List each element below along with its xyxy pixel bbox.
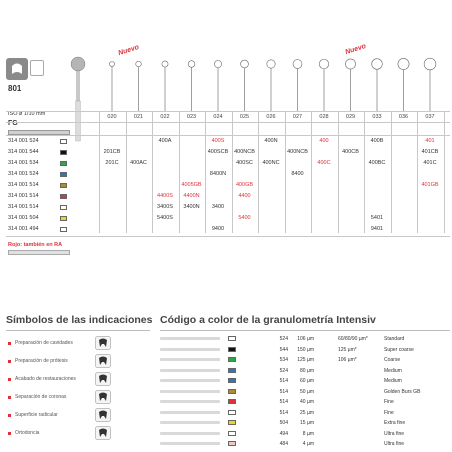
bur-bar bbox=[160, 337, 220, 340]
grain-class: Ultra fine bbox=[384, 430, 405, 437]
bur-bar bbox=[160, 442, 220, 445]
nuevo-badge: Nuevo bbox=[117, 43, 140, 58]
grain-row bbox=[160, 345, 450, 355]
grain-color-swatch bbox=[228, 357, 236, 362]
grain-code: 514 bbox=[279, 388, 288, 395]
red-note: Rojo: también en RA bbox=[8, 242, 63, 248]
shank-label: FG bbox=[8, 120, 18, 127]
product-code: 400S bbox=[211, 138, 225, 144]
size-header: 036 bbox=[398, 114, 409, 120]
grain-row bbox=[160, 387, 450, 397]
product-code: 4400 bbox=[238, 193, 251, 199]
nuevo-badge: Nuevo bbox=[344, 42, 367, 57]
brand-logo-icon bbox=[6, 58, 28, 80]
grain-size: 50 µm bbox=[300, 388, 314, 395]
size-header: 028 bbox=[319, 114, 329, 120]
product-code: 400NC bbox=[262, 160, 280, 166]
product-code: 400SC bbox=[236, 160, 253, 166]
bur-silhouettes bbox=[100, 54, 450, 114]
product-code: 5400 bbox=[238, 215, 251, 221]
grain-row bbox=[160, 429, 450, 439]
bur-bar bbox=[160, 421, 220, 424]
product-code: 8400N bbox=[209, 171, 227, 177]
grain-row bbox=[160, 366, 450, 376]
grain-code: 534 bbox=[279, 357, 288, 363]
grain-color-swatch bbox=[228, 368, 236, 373]
grain-class: Extra fine bbox=[384, 420, 406, 426]
symbols-title: Símbolos de las indicaciones bbox=[6, 314, 153, 326]
product-code: 3400 bbox=[211, 204, 225, 210]
product-code: 201CB bbox=[103, 149, 121, 155]
grain-size: 40 µm bbox=[300, 399, 314, 405]
grain-color-swatch bbox=[228, 336, 236, 341]
product-code: 401 bbox=[425, 138, 435, 144]
grain-code: 524 bbox=[279, 336, 288, 342]
tooth-icon bbox=[95, 390, 111, 404]
product-code: 400C bbox=[317, 160, 331, 166]
grain-color-swatch bbox=[60, 183, 67, 188]
bur-bar bbox=[160, 390, 220, 393]
grain-size: 4 µm bbox=[302, 441, 314, 447]
bullet-icon bbox=[8, 396, 11, 399]
product-code: 3400S bbox=[157, 204, 173, 210]
product-code: 5400S bbox=[157, 215, 173, 221]
bur-bar bbox=[160, 379, 220, 382]
size-header: 020 bbox=[107, 114, 117, 120]
grain-row bbox=[160, 408, 450, 418]
symbol-label: Superficie radicular bbox=[15, 412, 58, 418]
ra-bur-bar bbox=[8, 250, 70, 255]
grain-size: 8 µm bbox=[302, 430, 314, 437]
product-code: 4400N bbox=[183, 193, 200, 199]
grain-color-swatch bbox=[60, 194, 67, 199]
size-header: 027 bbox=[292, 114, 303, 120]
grain-color-swatch bbox=[228, 420, 236, 425]
bullet-icon bbox=[8, 432, 11, 435]
symbol-item bbox=[8, 372, 111, 386]
bur-head-icon bbox=[372, 59, 383, 70]
grain-class: Coarse bbox=[384, 357, 401, 363]
bur-bar bbox=[160, 432, 220, 435]
grain-row bbox=[160, 334, 450, 344]
grain-color-swatch bbox=[228, 441, 236, 446]
part-number: 314 001 504 bbox=[8, 215, 39, 221]
indication-icon bbox=[30, 60, 44, 76]
bullet-icon bbox=[8, 414, 11, 417]
grain-color-swatch bbox=[60, 227, 67, 232]
grain-color-swatch bbox=[228, 378, 236, 383]
grain-size: 150 µm bbox=[297, 346, 314, 353]
bur-bar bbox=[160, 369, 220, 372]
size-header: 021 bbox=[133, 114, 144, 120]
grain-code: 514 bbox=[279, 378, 288, 384]
size-header: 033 bbox=[372, 114, 382, 120]
grain-code: 484 bbox=[279, 441, 288, 447]
symbol-item bbox=[8, 354, 111, 368]
symbol-label: Preparación de cavidades bbox=[15, 340, 73, 346]
product-code: 400AC bbox=[130, 160, 147, 166]
product-code: 400GB bbox=[235, 182, 254, 188]
product-code: 5401 bbox=[370, 215, 384, 221]
grain-size: 125 µm bbox=[297, 357, 314, 363]
tooth-icon bbox=[95, 354, 111, 368]
tooth-icon bbox=[95, 426, 111, 440]
part-number: 314 001 494 bbox=[8, 226, 39, 232]
size-header: 029 bbox=[345, 114, 356, 120]
product-code: 400NCB bbox=[234, 149, 255, 155]
product-code: 401C bbox=[423, 160, 437, 166]
bur-head-icon bbox=[188, 61, 195, 68]
grain-code: 544 bbox=[279, 346, 288, 353]
symbol-item bbox=[8, 390, 111, 404]
product-code: 400BC bbox=[368, 160, 386, 166]
bur-head-icon bbox=[136, 61, 142, 67]
part-number: 314 001 534 bbox=[8, 160, 39, 166]
size-header: 022 bbox=[160, 114, 170, 120]
grain-mesh: 106 µm* bbox=[338, 357, 357, 363]
size-header: 024 bbox=[213, 114, 223, 120]
grain-row bbox=[160, 418, 450, 428]
product-code: 3400N bbox=[183, 204, 200, 210]
bur-head-icon bbox=[267, 60, 275, 68]
bur-bar bbox=[160, 348, 220, 351]
grain-code: 504 bbox=[279, 420, 288, 426]
model-number: 801 bbox=[8, 84, 22, 93]
tooth-icon bbox=[95, 372, 111, 386]
bur-head-icon bbox=[398, 58, 409, 69]
grain-code: 514 bbox=[279, 399, 288, 405]
bur-head-icon bbox=[241, 60, 249, 68]
grain-color-swatch bbox=[228, 431, 236, 436]
grain-class: Ultra fine bbox=[384, 441, 405, 447]
symbol-label: Separación de coronas bbox=[15, 394, 67, 400]
product-code: 9401 bbox=[370, 226, 384, 232]
grain-class: Standard bbox=[384, 336, 405, 342]
product-code: 401GB bbox=[421, 182, 439, 188]
grain-size: 15 µm bbox=[300, 420, 314, 426]
part-number: 314 001 514 bbox=[8, 204, 39, 210]
bur-head-icon bbox=[293, 60, 302, 69]
grain-mesh: 125 µm* bbox=[338, 346, 357, 353]
size-header: 023 bbox=[186, 114, 197, 120]
symbol-item bbox=[8, 408, 111, 422]
part-number: 314 001 524 bbox=[8, 138, 39, 144]
bullet-icon bbox=[8, 378, 11, 381]
tooth-icon bbox=[95, 408, 111, 422]
grain-row bbox=[160, 397, 450, 407]
grain-size: 25 µm bbox=[300, 409, 314, 416]
grain-size: 106 µm bbox=[297, 336, 314, 342]
part-number: 314 001 524 bbox=[8, 171, 39, 177]
grain-color-swatch bbox=[60, 161, 67, 166]
grain-title: Código a color de la granulometría Intensiv bbox=[160, 314, 376, 326]
grain-code: 524 bbox=[279, 367, 288, 374]
bur-head-icon bbox=[345, 59, 355, 69]
bur-bar bbox=[160, 400, 220, 403]
size-label: ISO ø 1/10 mm bbox=[8, 111, 46, 117]
grain-row bbox=[160, 376, 450, 386]
bur-head-icon bbox=[162, 61, 168, 67]
product-code: 400CB bbox=[342, 149, 359, 155]
grain-class: Super coarse bbox=[384, 346, 414, 353]
product-code: 4400S bbox=[157, 193, 173, 199]
grain-color-swatch bbox=[228, 389, 236, 394]
product-code: 9400 bbox=[211, 226, 225, 232]
bur-head-icon bbox=[319, 59, 328, 68]
symbol-label: Acabado de restauraciones bbox=[15, 376, 76, 382]
product-code: 8400 bbox=[291, 171, 304, 177]
product-code: 201C bbox=[105, 160, 119, 166]
part-number: 314 001 514 bbox=[8, 193, 39, 199]
bullet-icon bbox=[8, 342, 11, 345]
grain-class: Fine bbox=[384, 409, 394, 416]
grain-code: 514 bbox=[279, 409, 288, 416]
product-code: 4005GB bbox=[181, 182, 202, 188]
product-code: 401CB bbox=[421, 149, 439, 155]
grain-class: Medium bbox=[384, 378, 402, 384]
product-code: 400NCB bbox=[287, 149, 308, 155]
bur-head-icon bbox=[110, 62, 115, 67]
product-code: 400 bbox=[319, 138, 329, 144]
grain-color-swatch bbox=[228, 347, 236, 352]
grain-size: 80 µm bbox=[300, 367, 314, 374]
product-code: 400A bbox=[158, 138, 172, 144]
product-code: 400B bbox=[370, 138, 384, 144]
size-header: 026 bbox=[266, 114, 276, 120]
grain-color-swatch bbox=[228, 399, 236, 404]
grain-color-swatch bbox=[60, 216, 67, 221]
grain-color-swatch bbox=[60, 139, 67, 144]
bur-bar bbox=[160, 358, 220, 361]
symbol-label: Ortodoncia bbox=[15, 430, 40, 436]
product-code: 400SCB bbox=[207, 149, 229, 155]
grain-row bbox=[160, 439, 450, 449]
bur-head-icon bbox=[424, 58, 436, 70]
grain-class: Medium bbox=[384, 367, 402, 374]
size-header: 037 bbox=[425, 114, 435, 120]
symbol-item bbox=[8, 426, 111, 440]
grain-color-swatch bbox=[60, 172, 67, 177]
symbol-label: Preparación de prótesis bbox=[15, 358, 68, 364]
grain-code: 494 bbox=[279, 430, 288, 437]
grain-row bbox=[160, 355, 450, 365]
grain-size: 60 µm bbox=[300, 378, 314, 384]
grain-color-swatch bbox=[228, 410, 236, 415]
bullet-icon bbox=[8, 360, 11, 363]
grain-color-swatch bbox=[60, 150, 67, 155]
grain-class: Golden Burs GB bbox=[384, 388, 421, 395]
grain-class: Fine bbox=[384, 399, 394, 405]
symbol-item bbox=[8, 336, 111, 350]
grain-color-swatch bbox=[60, 205, 67, 210]
size-header: 025 bbox=[239, 114, 250, 120]
bur-bar bbox=[160, 411, 220, 414]
part-number: 314 001 514 bbox=[8, 182, 39, 188]
bur-head-icon bbox=[214, 60, 221, 67]
part-number: 314 001 544 bbox=[8, 149, 39, 155]
product-code: 400N bbox=[264, 138, 278, 144]
grain-mesh: 60/80/90 µm* bbox=[338, 336, 368, 342]
tooth-icon bbox=[95, 336, 111, 350]
